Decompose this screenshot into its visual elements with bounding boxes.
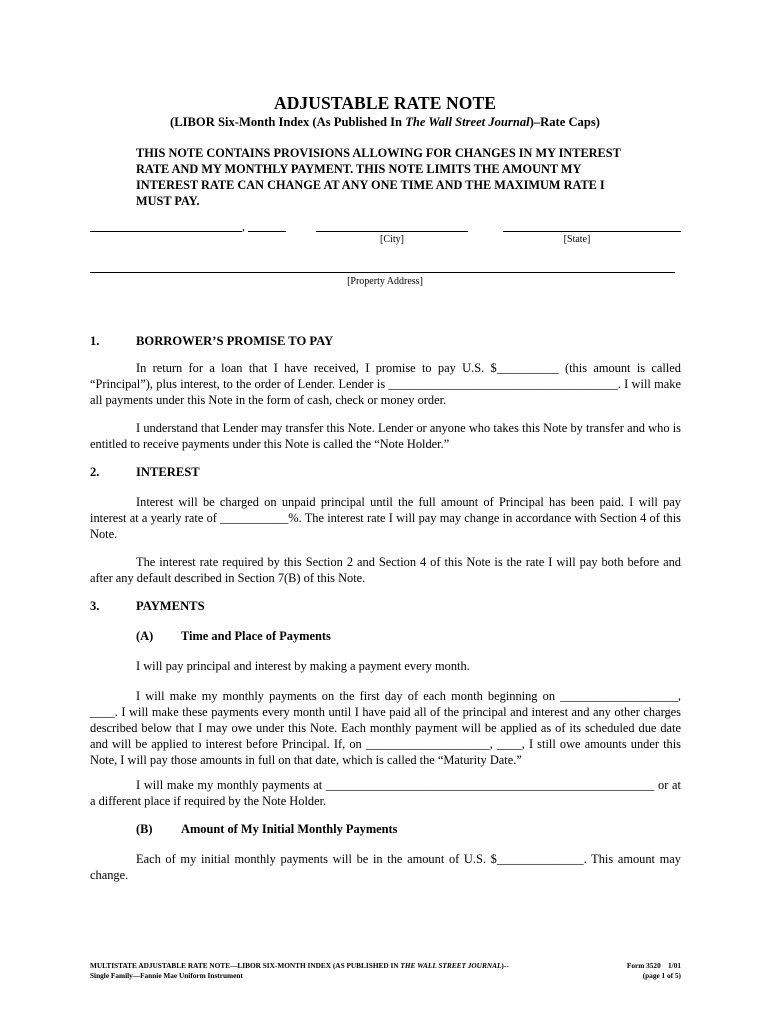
- rate-change-warning: THIS NOTE CONTAINS PROVISIONS ALLOWING FOR CHANGES IN MY INTEREST RATE AND MY MONTHLY PAYMENT. THIS NOTE LIMITS THE AMOUNT MY INTEREST RATE CAN CHANGE AT ANY ONE TIME AND THE MAXIMUM RATE I MUST PAY.: [136, 146, 621, 208]
- year-blank: [248, 231, 286, 232]
- section-3a-paragraph-2-text: I will make my monthly payments on the first day of each month beginning on ___________________, ____. I will make these payments every month until I have paid all of the principal and interest and any other charges described below that I may owe under this Note. Each monthly payment will be applied as of its scheduled due date and will be applied to interest before Principal. If, on ____________________, ____, I still owe amounts under this Note, I will pay those amounts in full on that date, which is called the “Maturity Date.”: [90, 689, 681, 767]
- section-3a-paragraph-1: [90, 658, 681, 674]
- section-3b-paragraph-1-text: Each of my initial monthly payments will be in the amount of U.S. $______________. This amount may change.: [90, 852, 681, 882]
- section-3b-letter: (B): [136, 822, 153, 836]
- section-3a-paragraph-3: [90, 777, 681, 809]
- footer-left-line-1-italic: THE WALL STREET JOURNAL: [400, 961, 502, 970]
- date-blank: [90, 231, 242, 232]
- section-3a-paragraph-3-text: I will make my monthly payments at _____________________________________________________ or at a different place if required by the Note Holder.: [90, 778, 681, 808]
- state-label: [State]: [563, 234, 591, 245]
- document-title: ADJUSTABLE RATE NOTE: [273, 93, 497, 113]
- section-1-paragraph-2: [90, 420, 681, 452]
- section-3a-paragraph-1-text: I will pay principal and interest by making a payment every month.: [136, 659, 470, 673]
- section-3b-title: Amount of My Initial Monthly Payments: [181, 822, 398, 836]
- subtitle-italic: The Wall Street Journal: [405, 115, 530, 129]
- section-1-paragraph-2-text: I understand that Lender may transfer this Note. Lender or anyone who takes this Note by transfer and who is entitled to receive payments under this Note is called the “Note Holder.”: [90, 421, 681, 451]
- footer-form-title: [90, 961, 560, 980]
- section-2-paragraph-2: [90, 554, 681, 586]
- section-2-paragraph-1-text: Interest will be charged on unpaid principal until the full amount of Principal has been paid. I will pay interest at a yearly rate of ___________%. The interest rate I will pay may change in accordance with Section 4 of this Note.: [90, 495, 681, 541]
- section-3-title: PAYMENTS: [136, 599, 205, 613]
- city-label: [City]: [380, 234, 404, 245]
- section-3-number: 3.: [90, 599, 100, 613]
- footer-right-line-2: (page 1 of 5): [642, 970, 681, 980]
- section-3a-letter: (A): [136, 629, 154, 643]
- section-2-paragraph-1: [90, 494, 681, 542]
- section-3a-paragraph-2: [90, 688, 681, 768]
- footer-left-line-1-post: )--: [501, 961, 509, 970]
- section-1-title: BORROWER’S PROMISE TO PAY: [136, 334, 334, 348]
- state-blank: [503, 231, 681, 232]
- footer-right-line-1: Form 3520 1/01: [626, 961, 681, 970]
- subtitle-pre: (LIBOR Six-Month Index (As Published In: [170, 115, 406, 129]
- city-blank: [316, 231, 468, 232]
- section-3a-title: Time and Place of Payments: [181, 629, 331, 643]
- subtitle-post: )–Rate Caps): [529, 115, 600, 129]
- footer-left-line-2: Single Family—Fannie Mae Uniform Instrument: [90, 970, 243, 980]
- section-2-paragraph-2-text: The interest rate required by this Section 2 and Section 4 of this Note is the rate I will pay both before and after any default described in Section 7(B) of this Note.: [90, 555, 681, 585]
- section-2-number: 2.: [90, 465, 100, 479]
- footer-form-number: [627, 961, 681, 980]
- property-address-blank: [90, 272, 675, 273]
- section-1-number: 1.: [90, 334, 100, 348]
- document-subtitle: [0, 115, 770, 130]
- section-1-paragraph-1-text: In return for a loan that I have received, I promise to pay U.S. $__________ (this amount is called “Principal”), plus interest, to the order of Lender. Lender is _____________________________________. I will make all payments under this Note in the form of cash, check or money order.: [90, 361, 681, 407]
- footer-left-line-1: [90, 961, 560, 971]
- section-2-title: INTEREST: [136, 465, 200, 479]
- section-3b-paragraph-1: [90, 851, 681, 883]
- date-comma: ,: [242, 219, 245, 233]
- section-1-paragraph-1: [90, 360, 681, 408]
- property-address-label: [Property Address]: [347, 276, 423, 287]
- footer-left-line-1-pre: MULTISTATE ADJUSTABLE RATE NOTE—LIBOR SIX-MONTH INDEX (AS PUBLISHED IN: [90, 961, 401, 970]
